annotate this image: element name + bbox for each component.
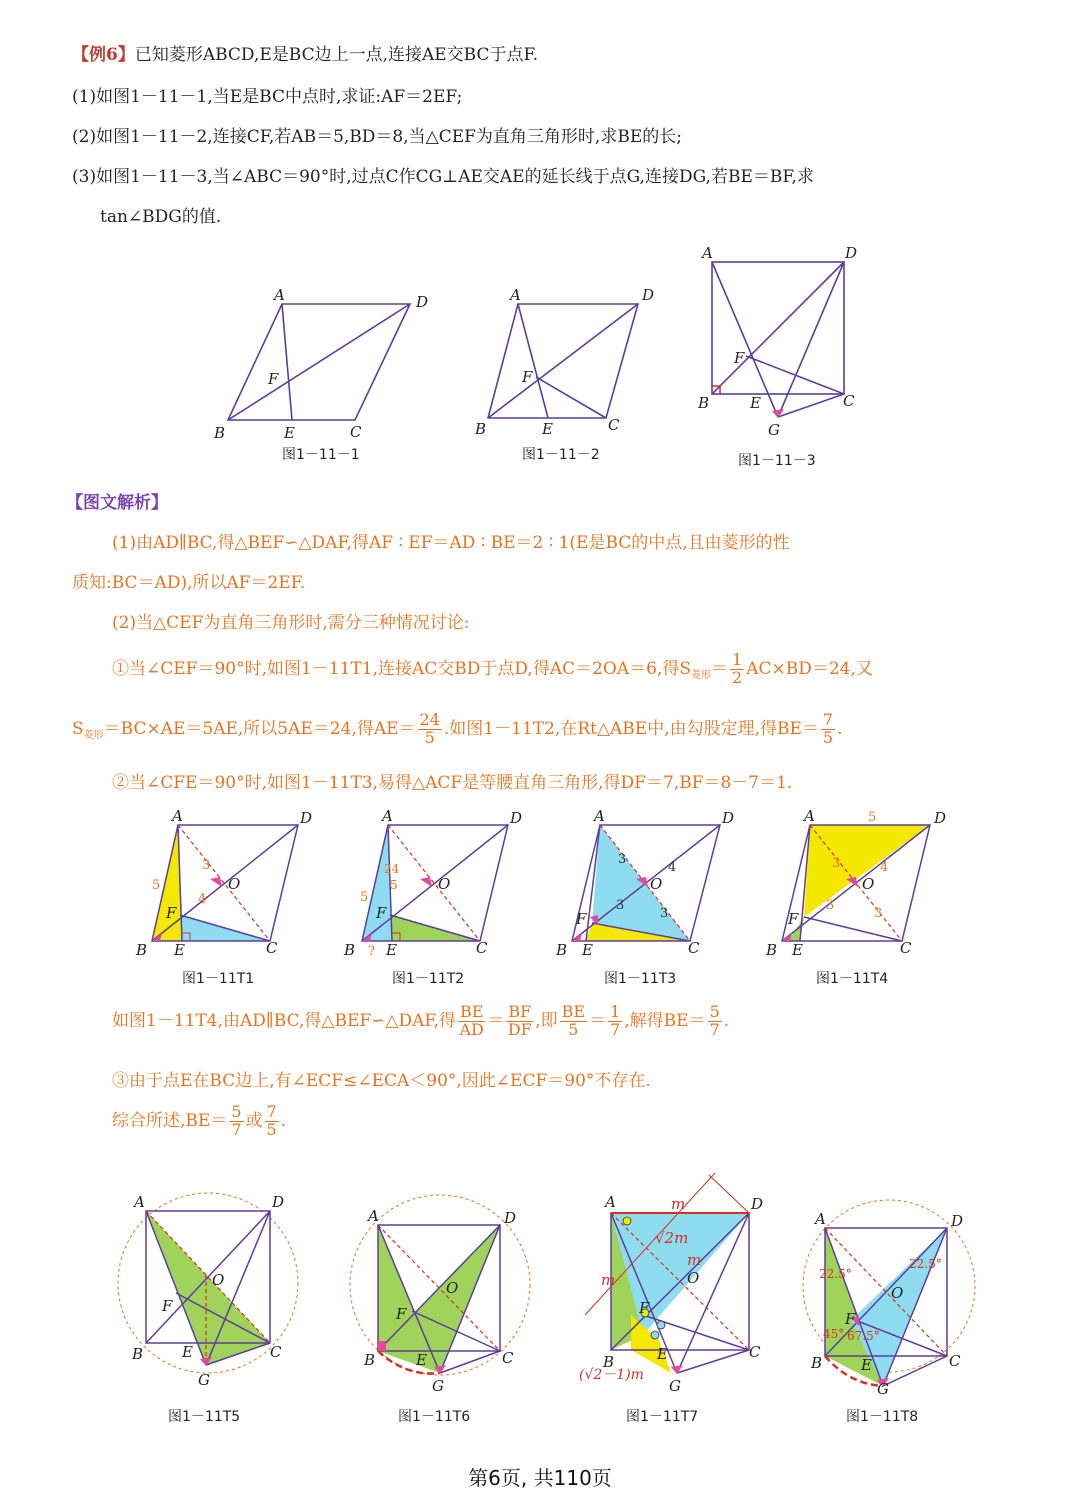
label-G: G [198,1371,210,1389]
label-C: C [749,1343,761,1361]
label-D: D [951,1212,964,1230]
len-3c: 3 [660,906,669,921]
frac-sum-1-num: 5 [231,1102,242,1121]
label-D: D [504,1209,517,1227]
rhombus-sub-2: 菱形 [83,730,104,742]
problem-intro-text: 已知菱形ABCD,E是BC边上一点,连接AE交BC于点F. [134,45,539,65]
len-unknown: ? [368,944,375,959]
label-G: G [768,421,780,439]
angle-22-5-left: 22.5° [819,1267,852,1281]
len-m-left: m [601,1271,616,1289]
figure-1-11T8 [795,1190,995,1400]
label-D: D [642,286,655,304]
label-O: O [438,875,451,893]
problem-intro [72,40,538,65]
label-F: F [376,904,387,922]
frac-be-5-num: BE [561,1002,586,1021]
label-B: B [344,941,356,959]
summary-or: 或 [245,1110,263,1131]
frac-be-5-den: 5 [568,1019,579,1039]
rhombus-sub: 菱形 [691,670,712,682]
label-A: A [134,1193,145,1211]
analysis-p1a: (1)由AD∥BC,得△BEF∽△DAF,得AF ∶ EF＝AD ∶ BE＝2 ∶ 1(E是BC的中点,且由菱形的性 [112,533,790,553]
label-C: C [266,939,278,957]
label-B: B [556,941,568,959]
label-B: B [214,424,226,442]
label-F: F [522,368,533,386]
frac-sum-1 [229,1104,243,1139]
len-5: 5 [152,878,161,893]
figure-1-11T3 [550,805,750,965]
len-5: 5 [868,810,877,825]
figure-1-11T5 [110,1185,320,1395]
label-F: F [268,370,279,388]
t4-text-end: . [723,1010,730,1031]
frac-be-5 [560,1004,587,1039]
figure-1-11T4 [760,805,960,965]
case-1-line-b [72,712,843,747]
len-3: 3 [202,858,211,873]
label-E: E [284,424,295,442]
figure-1-11T2 [340,805,523,965]
label-A: A [702,244,713,262]
analysis-header: 【图文解析】 [66,493,168,513]
label-A: A [368,1207,379,1225]
label-F: F [162,1297,173,1315]
frac-ae-num: 24 [419,710,440,729]
label-F: F [788,910,799,928]
summary-line [112,1104,286,1139]
eq-2: ＝ [589,1010,607,1031]
frac-ae [418,712,442,747]
case-2: ②当∠CFE＝90°时,如图1－11T3,易得△ACF是等腰直角三角形,得DF＝7,BF＝8－7＝1. [112,773,793,793]
label-B: B [475,420,487,438]
label-D: D [934,809,947,827]
figure-1-11T6 [340,1185,550,1395]
frac-sum-2-num: 7 [266,1102,277,1121]
label-A: A [605,1193,616,1211]
caption-fig-1-11-2: 图1－11－2 [522,447,600,463]
frac-half-num: 1 [732,650,743,669]
label-C: C [608,416,620,434]
label-B: B [811,1354,823,1372]
label-E: E [861,1356,872,1374]
caption-fig-T5: 图1－11T5 [168,1409,241,1425]
frac-5-7 [708,1004,722,1039]
label-F: F [734,349,745,367]
t4-text-pre: 如图1－11T4,由AD∥BC,得△BEF∽△DAF,得 [112,1010,456,1031]
label-C: C [476,939,488,957]
caption-fig-T7: 图1－11T7 [626,1409,699,1425]
len-5: 5 [360,890,369,905]
label-D: D [416,293,429,311]
frac-bf-df-num: BF [508,1002,532,1021]
caption-fig-T4: 图1－11T4 [816,971,889,987]
case-1-text-b2: .如图1－11T2,在Rt△ABE中,由勾股定理,得BE＝ [443,718,819,739]
label-A: A [172,807,183,825]
label-B: B [132,1345,144,1363]
question-2: (2)如图1－11－2,连接CF,若AB＝5,BD＝8,当△CEF为直角三角形时,求BE的长; [72,127,682,147]
label-O: O [891,1284,904,1302]
frac-sum-1-den: 7 [231,1119,242,1139]
t4-text-mid: ,即 [535,1010,558,1031]
caption-fig-T8: 图1－11T8 [846,1409,919,1425]
figure-1-11T7 [565,1165,795,1395]
label-C: C [688,939,700,957]
figure-1-11-2 [470,280,670,445]
case-1-line-a [112,652,873,687]
label-F: F [576,910,587,928]
label-A: A [594,807,605,825]
frac-be-1-num: 7 [822,710,834,729]
label-G: G [432,1377,444,1395]
label-A: A [815,1210,826,1228]
summary-pre: 综合所述,BE＝ [112,1110,228,1131]
len-4: 4 [668,860,677,875]
label-E: E [750,394,761,412]
frac-sum-2 [265,1104,279,1139]
label-B: B [603,1353,615,1371]
figure-1-11-1 [200,280,450,445]
frac-bf-df-den: DF [507,1019,532,1039]
label-A: A [804,807,815,825]
analysis-p2: (2)当△CEF为直角三角形时,需分三种情况讨论: [112,613,470,633]
caption-fig-T6: 图1－11T6 [398,1409,471,1425]
label-E: E [582,941,593,959]
len-3c: 3 [874,906,883,921]
t4-analysis-line [112,1004,729,1039]
len-4: 4 [198,892,207,907]
question-3b: tan∠BDG的值. [100,207,222,227]
label-F: F [166,904,177,922]
eq-1: ＝ [487,1010,505,1031]
len-sqrt2m: √2m [655,1229,689,1247]
frac-be-1-den: 5 [822,727,834,747]
label-C: C [900,939,912,957]
len-4: 4 [880,860,889,875]
label-O: O [446,1279,459,1297]
label-D: D [300,809,313,827]
summary-end: . [280,1110,287,1131]
case-1-s: S [72,718,84,739]
caption-fig-T1: 图1－11T1 [182,971,255,987]
case-1-text-a: ①当∠CEF＝90°时,如图1－11T1,连接AC交BD于点D,得AC＝2OA＝6,得S [112,658,692,679]
len-sqrt2m-1: (√2－1)m [579,1367,644,1383]
label-D: D [510,809,523,827]
frac-be-ad-den: AD [459,1019,484,1039]
frac-5-7-num: 5 [709,1002,720,1021]
caption-fig-1-11-1: 图1－11－1 [282,447,360,463]
label-O: O [862,875,875,893]
len-3b: 3 [616,898,625,913]
figure-1-11-3 [690,240,880,445]
frac-be-ad [458,1004,485,1039]
len-3a: 3 [618,852,627,867]
len-3a: 3 [832,856,841,871]
case-1-eq: ＝ [711,658,729,679]
question-3a: (3)如图1－11－3,当∠ABC＝90°时,过点C作CG⊥AE交AE的延长线于点G,连接DG,若BE＝BF,求 [72,167,814,187]
question-1: (1)如图1－11－1,当E是BC中点时,求证:AF＝2EF; [72,87,463,107]
label-G: G [877,1380,889,1398]
t4-text-mid2: ,解得BE＝ [624,1010,706,1031]
label-D: D [272,1193,285,1211]
label-F: F [845,1310,856,1328]
case-3: ③由于点E在BC边上,有∠ECF≤∠ECA＜90°,因此∠ECF＝90°不存在. [112,1071,651,1091]
example-tag: 【例6】 [72,45,135,65]
label-C: C [350,423,362,441]
frac-sum-2-den: 5 [266,1119,277,1139]
label-E: E [174,941,185,959]
label-D: D [845,244,858,262]
label-O: O [212,1271,225,1289]
page-footer: 第6页, 共110页 [468,1466,612,1490]
label-E: E [792,941,803,959]
len-24: 24 [384,862,400,876]
label-A: A [510,286,521,304]
len-3b: 3 [826,898,835,913]
angle-45: 45° [823,1327,845,1341]
frac-half [730,652,744,687]
label-C: C [502,1349,514,1367]
label-C: C [949,1352,961,1370]
analysis-p1b: 质知:BC＝AD),所以AF＝2EF. [72,573,306,593]
label-B: B [766,941,778,959]
label-A: A [382,807,393,825]
case-1-end: . [837,718,843,739]
frac-1-7-num: 1 [610,1002,621,1021]
label-D: D [722,809,735,827]
case-1-text-b: ＝BC×AE＝5AE,所以5AE＝24,得AE＝ [103,718,416,739]
caption-fig-T3: 图1－11T3 [604,971,677,987]
label-E: E [657,1345,668,1363]
caption-fig-1-11-3: 图1－11－3 [738,453,816,469]
label-E: E [416,1351,427,1369]
len-m-top: m [671,1195,686,1213]
frac-be-1 [821,712,835,747]
caption-fig-T2: 图1－11T2 [392,971,465,987]
label-O: O [687,1269,700,1287]
angle-67-5: 67.5° [847,1329,880,1343]
figure-1-11T1 [130,805,313,965]
frac-5-7-den: 7 [709,1019,720,1039]
frac-be-ad-num: BE [459,1002,484,1021]
label-B: B [364,1351,376,1369]
label-C: C [843,392,855,410]
label-B: B [698,394,710,412]
label-A: A [274,286,285,304]
label-E: E [182,1343,193,1361]
label-F: F [396,1305,407,1323]
case-1-text-a-end: AC×BD＝24,又 [746,658,873,679]
label-O: O [650,875,663,893]
frac-bf-df [506,1004,533,1039]
angle-22-5-right: 22.5° [909,1257,942,1271]
len-m-mid: m [687,1251,702,1269]
frac-1-7 [608,1004,622,1039]
label-B: B [136,941,148,959]
label-E: E [542,420,553,438]
len-24-den: 5 [390,878,398,892]
label-C: C [270,1343,282,1361]
label-O: O [228,875,241,893]
label-D: D [751,1195,764,1213]
label-G: G [669,1377,681,1395]
label-E: E [386,941,397,959]
frac-half-den: 2 [732,667,743,687]
label-F: F [639,1299,650,1317]
frac-1-7-den: 7 [610,1019,621,1039]
frac-ae-den: 5 [424,727,435,747]
